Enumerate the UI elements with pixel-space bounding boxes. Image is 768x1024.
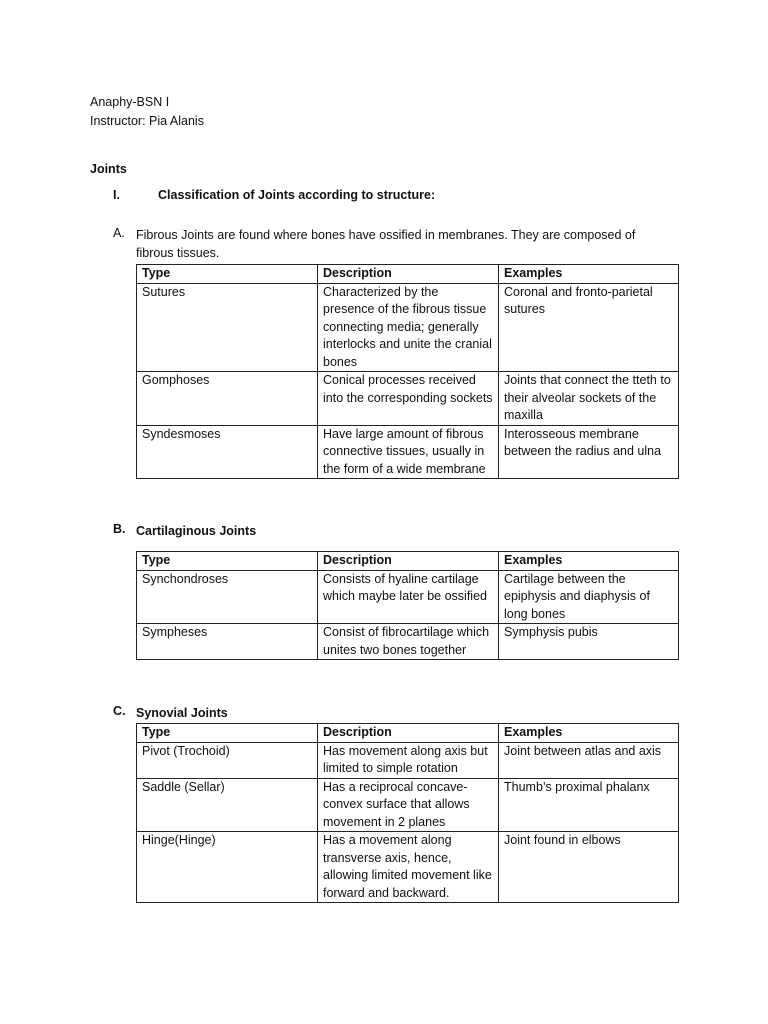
cell-type: Saddle (Sellar) (137, 778, 318, 832)
cell-examples: Joint found in elbows (499, 832, 679, 903)
cell-examples: Cartilage between the epiphysis and diaphysis of long bones (499, 570, 679, 624)
synovial-table (136, 723, 679, 903)
header-description: Description (318, 552, 499, 571)
cell-type: Pivot (Trochoid) (137, 742, 318, 778)
cartilaginous-table (136, 551, 679, 660)
fibrous-letter: A. (113, 226, 125, 240)
table-row (137, 425, 679, 479)
header-examples: Examples (499, 724, 679, 743)
instructor-label: Instructor: Pia Alanis (90, 114, 204, 128)
header-type: Type (137, 724, 318, 743)
cell-description: Characterized by the presence of the fibrous tissue connecting media; generally interlocks and unite the cranial bones (318, 283, 499, 372)
header-description: Description (318, 265, 499, 284)
table-row (137, 372, 679, 426)
section-heading (0, 188, 768, 206)
synovial-letter: C. (113, 704, 126, 718)
table-row (137, 742, 679, 778)
table-row (137, 283, 679, 372)
table-header-row (137, 265, 679, 284)
fibrous-intro-text: Fibrous Joints are found where bones have ossified in membranes. They are composed of fibrous tissues. (136, 228, 636, 260)
cartilaginous-title: Cartilaginous Joints (136, 524, 257, 538)
cell-description: Have large amount of fibrous connective tissues, usually in the form of a wide membrane (318, 425, 499, 479)
table-row (137, 778, 679, 832)
header-description: Description (318, 724, 499, 743)
cartilaginous-letter: B. (113, 522, 126, 536)
cell-type: Hinge(Hinge) (137, 832, 318, 903)
table-row (137, 624, 679, 660)
cell-type: Gomphoses (137, 372, 318, 426)
section-title: Classification of Joints according to structure: (158, 188, 436, 202)
synovial-heading (0, 704, 768, 722)
cell-description: Consist of fibrocartilage which unites two bones together (318, 624, 499, 660)
cell-examples: Joint between atlas and axis (499, 742, 679, 778)
cell-type: Synchondroses (137, 570, 318, 624)
course-label: Anaphy-BSN I (90, 95, 170, 109)
cell-description: Has movement along axis but limited to simple rotation (318, 742, 499, 778)
cell-examples: Joints that connect the tteth to their alveolar sockets of the maxilla (499, 372, 679, 426)
header-type: Type (137, 265, 318, 284)
cell-type: Sutures (137, 283, 318, 372)
cell-examples: Thumb’s proximal phalanx (499, 778, 679, 832)
cell-examples: Interosseous membrane between the radius and ulna (499, 425, 679, 479)
cell-description: Has a movement along transverse axis, hence, allowing limited movement like forward and backward. (318, 832, 499, 903)
cell-examples: Symphysis pubis (499, 624, 679, 660)
cell-type: Sympheses (137, 624, 318, 660)
section-numeral: I. (113, 188, 120, 202)
header-type: Type (137, 552, 318, 571)
table-header-row (137, 724, 679, 743)
cell-description: Conical processes received into the corresponding sockets (318, 372, 499, 426)
synovial-title: Synovial Joints (136, 706, 228, 720)
cell-examples: Coronal and fronto-parietal sutures (499, 283, 679, 372)
header-examples: Examples (499, 265, 679, 284)
topic-heading: Joints (90, 162, 127, 176)
fibrous-table (136, 264, 679, 479)
cartilaginous-heading (0, 522, 768, 540)
table-header-row (137, 552, 679, 571)
cell-type: Syndesmoses (137, 425, 318, 479)
table-row (137, 832, 679, 903)
header-examples: Examples (499, 552, 679, 571)
cell-description: Has a reciprocal concave-convex surface that allows movement in 2 planes (318, 778, 499, 832)
table-row (137, 570, 679, 624)
cell-description: Consists of hyaline cartilage which maybe later be ossified (318, 570, 499, 624)
